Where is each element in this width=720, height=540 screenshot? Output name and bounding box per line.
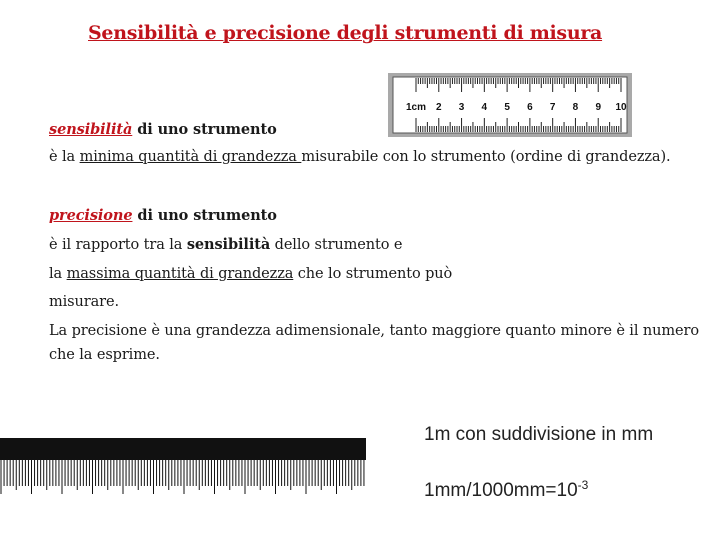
sensibilita-term: sensibilità bbox=[49, 121, 133, 138]
caption-base: 1mm/1000mm=10 bbox=[424, 480, 578, 501]
text-segment: è il rapporto tra la bbox=[49, 237, 187, 253]
caption-exponent: -3 bbox=[577, 478, 589, 492]
text-underlined: minima quantità di grandezza bbox=[79, 149, 302, 165]
text-underlined: massima quantità di grandezza bbox=[66, 266, 294, 282]
ruler-label: 9 bbox=[595, 102, 602, 113]
sensibilita-heading bbox=[49, 120, 277, 140]
caption-line-1: 1m con suddivisione in mm bbox=[424, 424, 654, 445]
sensibilita-heading-rest: di uno strumento bbox=[132, 121, 277, 138]
ruler-label: 1cm bbox=[405, 102, 427, 113]
precisione-line-1 bbox=[49, 235, 402, 255]
text-segment: dello strumento e bbox=[270, 237, 403, 253]
text-segment: misurabile con lo strumento (ordine di grandezza). bbox=[301, 149, 671, 165]
caption-line-2 bbox=[424, 480, 588, 502]
sensibilita-definition bbox=[49, 147, 671, 167]
ruler-label: 3 bbox=[458, 102, 465, 113]
text-segment: che lo strumento può bbox=[293, 266, 453, 282]
ruler-label: 4 bbox=[481, 102, 488, 113]
ruler-cm-image bbox=[388, 73, 632, 137]
ruler-label: 8 bbox=[572, 102, 579, 113]
ruler-label: 5 bbox=[504, 102, 510, 113]
text-segment: è la bbox=[49, 149, 80, 165]
text-segment: la bbox=[49, 266, 67, 282]
precisione-heading bbox=[49, 206, 277, 226]
text-bold: sensibilità bbox=[186, 236, 271, 253]
ruler-mm-image bbox=[0, 434, 366, 494]
page-title: Sensibilità e precisione degli strumenti di misura bbox=[88, 22, 603, 44]
precisione-heading-rest: di uno strumento bbox=[132, 207, 277, 224]
ruler-label: 7 bbox=[549, 102, 556, 113]
ruler-label: 2 bbox=[435, 102, 442, 113]
precisione-term: precisione bbox=[49, 207, 133, 224]
precisione-line-5: che la esprime. bbox=[49, 347, 160, 363]
ruler-label: 10 bbox=[615, 102, 627, 113]
ruler-label: 6 bbox=[527, 102, 533, 113]
precisione-line-2 bbox=[49, 264, 452, 284]
precisione-line-4: La precisione è una grandezza adimensionale, tanto maggiore quanto minore è il numero bbox=[49, 323, 699, 339]
precisione-line-3: misurare. bbox=[49, 294, 119, 310]
